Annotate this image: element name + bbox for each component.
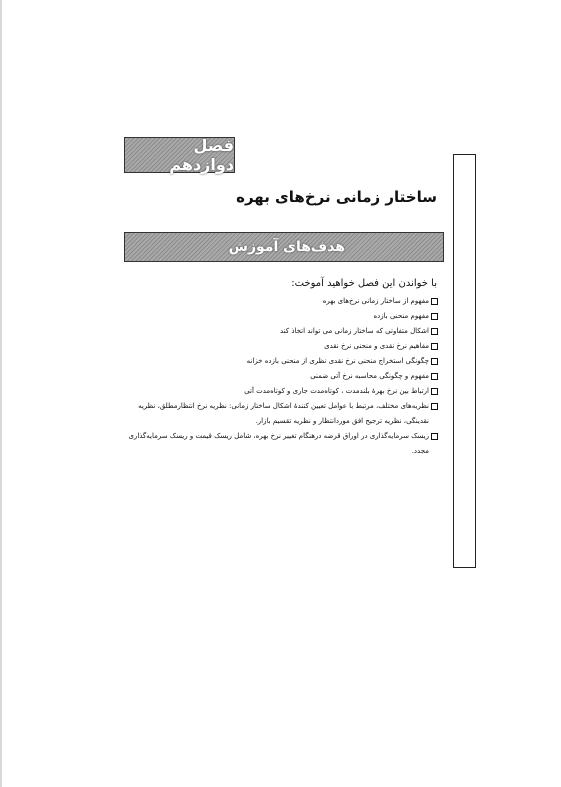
goals-intro: با خواندن این فصل خواهید آموخت:: [291, 278, 437, 289]
chapter-title: ساختار زمانی نرخ‌های بهره: [236, 188, 437, 206]
checkbox-icon: [431, 403, 438, 410]
checkbox-icon: [431, 433, 438, 440]
objective-item: ارتباط بین نرخ بهرهٔ بلندمدت ، کوتاه‌مدت جاری و کوتاه‌مدت آتی: [122, 384, 438, 399]
objective-item: مفهوم از ساختار زمانی نرخ‌های بهره: [122, 294, 438, 309]
goals-banner: [124, 232, 444, 262]
goals-heading: هدف‌های آموزش: [228, 239, 345, 255]
objective-item: مفاهیم نرخ نقدی و منحنی نرخ نقدی: [122, 339, 438, 354]
checkbox-icon: [431, 388, 438, 395]
objective-item: اشکال متفاوتی که ساختار زمانی می تواند اتخاذ کند: [122, 324, 438, 339]
objectives-list: [122, 294, 438, 459]
page-edge: [0, 0, 2, 787]
objective-item: مفهوم و چگونگی محاسبه نرخ آتی ضمنی: [122, 369, 438, 384]
checkbox-icon: [431, 313, 438, 320]
checkbox-icon: [431, 373, 438, 380]
checkbox-icon: [431, 358, 438, 365]
checkbox-icon: [431, 298, 438, 305]
checkbox-icon: [431, 328, 438, 335]
objective-item: ریسک سرمایه‌گذاری در اوراق قرضه درهنگام تغییر نرخ بهره، شامل ریسک قیمت و ریسک سرمایه‌گذاری مجدد.: [122, 429, 438, 459]
objective-item: چگونگی استخراج منحنی نرخ نقدی نظری از منحنی بازده خزانه: [122, 354, 438, 369]
objective-item: مفهوم منحنی بازده: [122, 309, 438, 324]
checkbox-icon: [431, 343, 438, 350]
objective-item: نظریه‌های مختلف، مرتبط با عوامل تعیین کنندهٔ اشکال ساختار زمانی: نظریه نرخ انتظارمطلق، نظریه نقدینگی، نظریه ترجیح افق موردانتظار و نظریه تقسیم بازار.: [122, 399, 438, 429]
chapter-label: فصل دوازدهم: [124, 137, 235, 173]
side-margin-box: [453, 154, 476, 568]
